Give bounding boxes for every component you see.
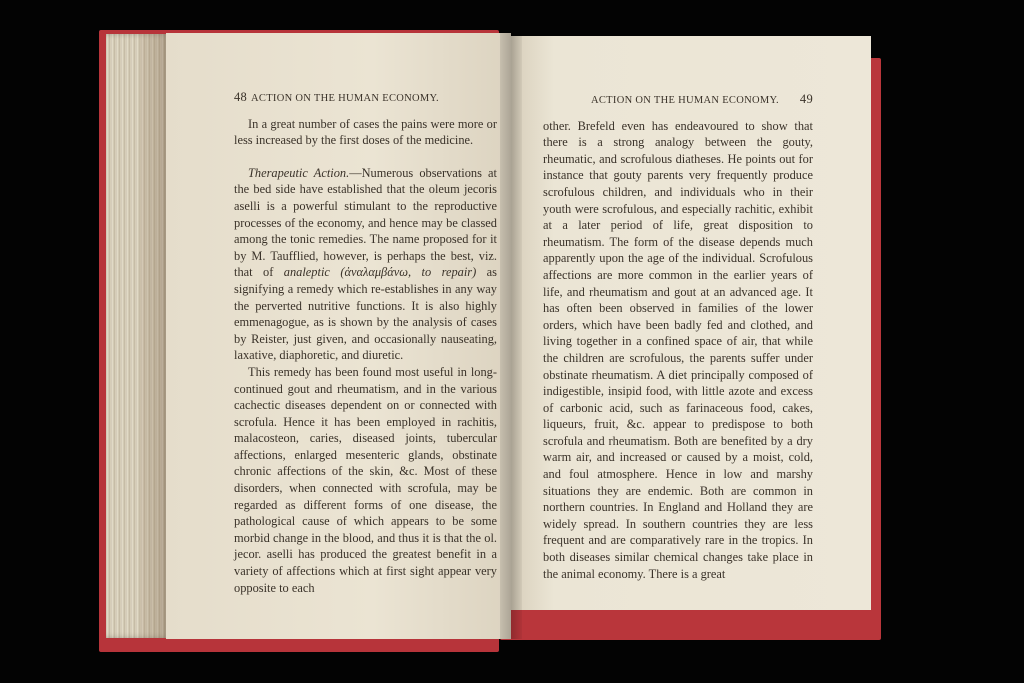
left-running-title: ACTION ON THE HUMAN ECONOMY. <box>251 93 439 104</box>
book-gutter <box>500 33 522 639</box>
left-paragraph-1: In a great number of cases the pains were more or less increased by the first doses of the medicine. <box>234 116 497 148</box>
term-greek: (ἀναλαμβάνω, to repair) <box>340 265 477 280</box>
paragraph-2-text: —Numerous observations at the bed side have established that the oleum jecoris aselli is a powerful stimulant to the reproductive processes of the economy, and hence may be classed among the tonic remedies. The name proposed for it by M. Taufflied, however, is perhaps the best, viz. that of <box>234 165 497 280</box>
left-page-number: 48 <box>234 90 248 104</box>
right-page-number: 49 <box>799 92 813 106</box>
right-page <box>511 36 871 610</box>
left-paragraph-3: This remedy has been found most useful in long-continued gout and rheumatism, and in the various cachectic diseases dependent on or connected with scrofula. Hence it has been employed in rachitis, malacosteon, caries, diseased joints, tubercular affections, enlarged mesenteric glands, obstinate chronic affections of the skin, &c. Most of these disorders, when connected with scrofula, may be regarded as different forms of one disease, the pathological cause of which appears to be some morbid change in the blood, and thus it is that the ol. jecor. aselli has produced the greatest benefit in a variety of affections which at first sight appear very opposite to each <box>234 364 497 595</box>
left-page <box>166 33 511 639</box>
section-title: Therapeutic Action. <box>248 165 350 180</box>
right-running-head <box>543 91 813 110</box>
right-running-title: ACTION ON THE HUMAN ECONOMY. <box>591 95 779 106</box>
right-paragraph-1: other. Brefeld even has endeavoured to show that there is a strong analogy between the gouty, rheumatic, and scrofulous diatheses. He points out for instance that gouty parents very frequently produce scrofulous children, and individuals who in their youth were scrofulous, and especially rachitic, exhibit at a later period of life, great disposition to rheumatism. The form of the disease depends much apparently upon the age of the individual. Scrofulous affections are more common in the earlier years of life, and rheumatism and gout at an advanced age. It has often been observed in families of the lower orders, which have been badly fed and clothed, and living together in a confined space of air, that while the children are scrofulous, the parents suffer under obstinate rheumatism. A diet principally composed of indigestible, insipid food, with little azote and excess of carbonic acid, such as farinaceous food, cakes, liqueurs, fruit, &c. appear to predispose to both scrofula and rheumatism. Both are benefited by a dry warm air, and increased or caused by a moist, cold, and foul atmosphere. Hence in low and marshy situations they are endemic. Both are common in northern countries. In England and Holland they are widely spread. In southern countries they are less frequent and are comparatively rare in the tropics. In both diseases similar chemical changes take place in the animal economy. There is a great <box>543 118 813 581</box>
paragraph-2-end: as signifying a remedy which re-establishes in any way the perverted nutritive functions. It is also highly emmenagogue, as is shown by the analysis of cases by Reister, just given, and occasionally nauseating, laxative, diaphoretic, and diuretic. <box>234 265 497 363</box>
page-edges-shadow <box>140 34 166 638</box>
left-running-head <box>234 89 497 108</box>
section-gap <box>234 149 497 165</box>
term-analeptic: analeptic <box>283 265 330 280</box>
left-paragraph-2 <box>234 165 497 364</box>
